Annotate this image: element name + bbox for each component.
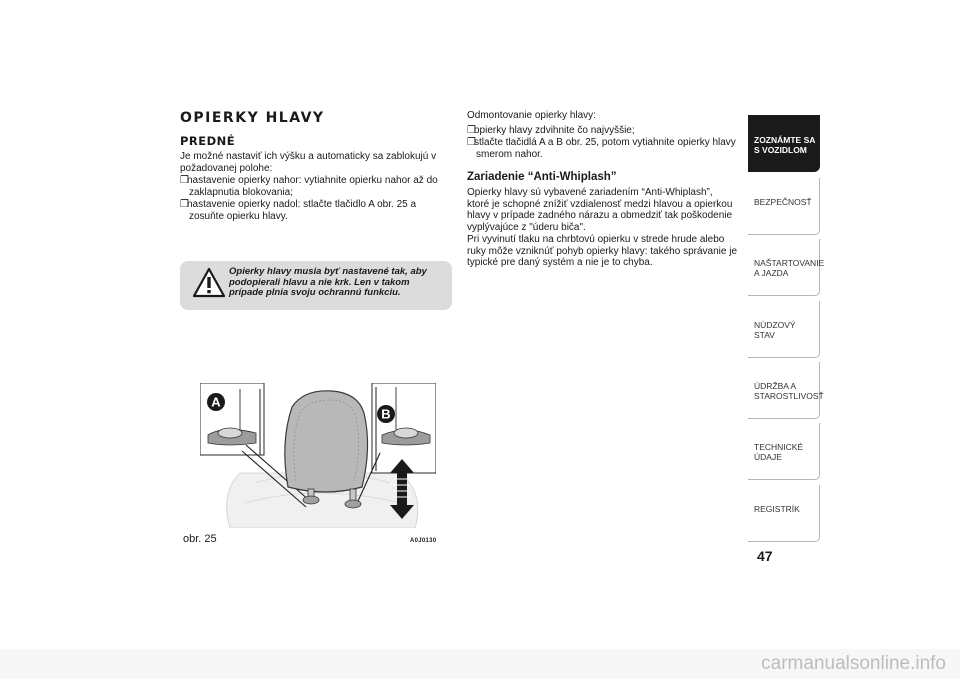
- left-column: [180, 110, 452, 223]
- anti-whiplash-paragraph: Opierky hlavy sú vybavené zariadením “Anti-Whiplash”, ktoré je schopné znížiť vzdialenosť medzi hlavou a opierkou hlavy v prípade zadného nárazu a obmedziť tak poškodenie vyplývajúce z "úderu biča".: [467, 187, 733, 233]
- bullet-box-icon: ❒: [467, 124, 476, 136]
- figure-code: A0J0130: [410, 538, 437, 544]
- intro-text: Je možné nastaviť ich výšku a automaticky sa zablokujú v požadovanej polohe:: [180, 151, 437, 174]
- tab-registrik[interactable]: REGISTRÍK: [748, 485, 820, 542]
- headrest-illustration: [200, 383, 436, 528]
- bullet-box-icon: ❒: [180, 199, 189, 210]
- subsection-title: PREDNÉ: [180, 134, 236, 148]
- list-item: ❒stlačte tlačidlá A a B obr. 25, potom vytiahnite opierky hlavy smerom nahor.: [467, 137, 736, 160]
- warning-text: Opierky hlavy musia byť nastavené tak, aby podopierali hlavu a nie krk. Len v takom prípade plnia svoju ochrannú funkciu.: [229, 266, 427, 298]
- list-item: ❒opierky hlavy zdvihnite čo najvyššie;: [467, 124, 635, 136]
- page-number: 47: [757, 548, 773, 564]
- anti-whiplash-paragraph-2: Pri vyvinutí tlaku na chrbtovú opierku v strede hrude alebo ruky môže vzniknúť pohyb opierky hlavy: takého správanie je typické pre daný systém a nie je to chyba.: [467, 234, 737, 268]
- anti-whiplash-title: Zariadenie “Anti-Whiplash”: [467, 171, 617, 183]
- removal-title: Odmontovanie opierky hlavy:: [467, 110, 596, 121]
- tab-technicke-udaje[interactable]: TECHNICKÉ ÚDAJE: [748, 423, 820, 480]
- tab-zoznamte-sa[interactable]: ZOZNÁMTE SA S VOZIDLOM: [748, 115, 820, 172]
- callout-b-label: B: [381, 406, 391, 422]
- list-item: ❒nastavenie opierky nadol: stlačte tlačidlo A obr. 25 a zosuňte opierku hlavy.: [180, 199, 417, 222]
- tab-nudzovy-stav[interactable]: NÚDZOVÝ STAV: [748, 301, 820, 358]
- list-item: ❒nastavenie opierky nahor: vytiahnite opierku nahor až do zaklapnutia blokovania;: [180, 175, 438, 198]
- watermark: carmanualsonline.info: [0, 649, 960, 679]
- tab-bezpecnost[interactable]: BEZPEČNOSŤ: [748, 178, 820, 235]
- figure-caption: obr. 25: [183, 533, 217, 545]
- tab-nastartovanie[interactable]: NAŠTARTOVANIE A JAZDA: [748, 239, 820, 296]
- callout-a-label: A: [211, 394, 221, 410]
- warning-triangle-icon: [192, 267, 226, 299]
- bullet-box-icon: ❒: [467, 137, 476, 148]
- bullet-box-icon: ❒: [180, 175, 189, 186]
- warning-box: [180, 261, 452, 310]
- section-title: OPIERKY HLAVY: [180, 110, 325, 126]
- tab-udrzba[interactable]: ÚDRŽBA A STAROSTLIVOSŤ: [748, 362, 820, 419]
- right-column: [467, 110, 737, 270]
